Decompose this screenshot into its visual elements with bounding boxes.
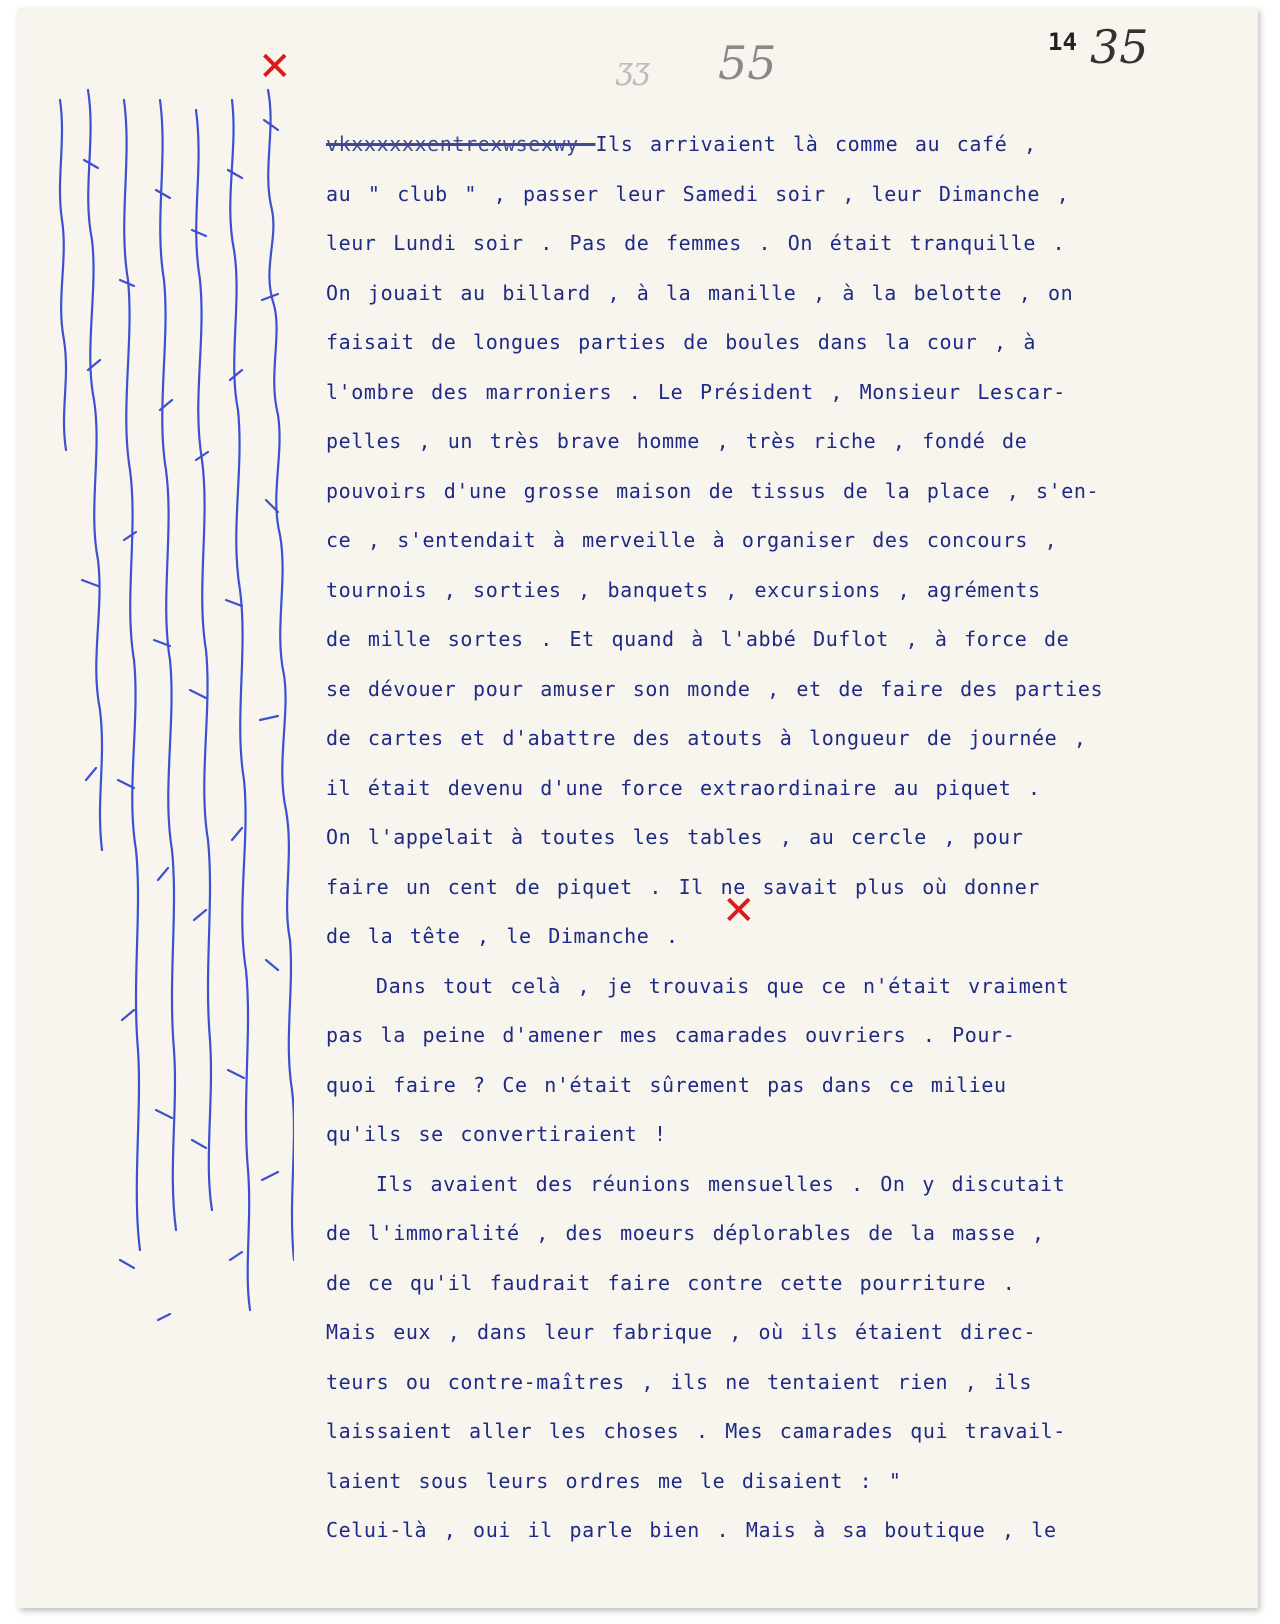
typed-line-16: faire un cent de piquet . Il ne savait plus où donner — [326, 874, 1040, 899]
faint-pencil-number: ʒʒ — [616, 52, 650, 87]
typed-line-29: Celui-là , oui il parle bien . Mais à sa boutique , le — [326, 1518, 1057, 1542]
handwriting-scribble — [46, 80, 294, 1500]
typed-line-26: teurs ou contre-maîtres , ils ne tentaient rien , ils — [326, 1369, 1032, 1394]
typed-line-7: pelles , un très brave homme , très riche , fondé de — [326, 429, 1028, 453]
typed-line-20: quoi faire ? Ce n'était sûrement pas dans ce milieu — [326, 1072, 1007, 1097]
typed-line-14: il était devenu d'une force extraordinaire au piquet . — [326, 775, 1041, 800]
typed-line-13: de cartes et d'abattre des atouts à longueur de journée , — [326, 726, 1087, 750]
typed-line-18: Dans tout celà , je trouvais que ce n'était vraiment — [326, 973, 1070, 998]
typed-line-28: laient sous leurs ordres me le disaient : " — [326, 1468, 902, 1493]
red-insertion-mark-icon: ✕ — [258, 44, 292, 90]
typed-line-2: au " club " , passer leur Samedi soir , leur Dimanche , — [326, 181, 1070, 206]
red-insertion-mark-icon: ✕ — [722, 888, 756, 934]
typed-line-17: de la tête , le Dimanche . — [326, 924, 679, 948]
typed-line-25: Mais eux , dans leur fabrique , où ils étaient direc- — [326, 1320, 1036, 1344]
typed-line-11: de mille sortes . Et quand à l'abbé Duflot , à force de — [326, 627, 1070, 651]
typed-text-block — [326, 132, 1206, 1568]
typed-line-19: pas la peine d'amener mes camarades ouvriers . Pour- — [326, 1023, 1016, 1047]
typed-line-24: de ce qu'il faudrait faire contre cette pourriture . — [326, 1270, 1016, 1295]
handwritten-margin-note — [46, 80, 294, 1500]
typed-line-1: vkxxxxxxentrexwsexwy Ils arrivaient là comme au café , — [326, 132, 1037, 156]
typed-line-27: laissaient aller les choses . Mes camarades qui travail- — [326, 1419, 1066, 1443]
typed-line-23: de l'immoralité , des moeurs déplorables de la masse , — [326, 1221, 1045, 1245]
typed-line-21: qu'ils se convertiraient ! — [326, 1122, 667, 1146]
typed-line-15: On l'appelait à toutes les tables , au cercle , pour — [326, 825, 1024, 849]
typed-line-12: se dévouer pour amuser son monde , et de faire des parties — [326, 676, 1104, 701]
typed-line-22: Ils avaient des réunions mensuelles . On y discutait — [326, 1171, 1066, 1196]
typed-line-6: l'ombre des marroniers . Le Président , Monsieur Lescar- — [326, 379, 1066, 404]
typed-line-5: faisait de longues parties de boules dans la cour , à — [326, 330, 1036, 354]
typed-page-number: 14 — [1048, 28, 1077, 56]
typed-line-9: ce , s'entendait à merveille à organiser des concours , — [326, 528, 1058, 552]
typed-line-10: tournois , sorties , banquets , excursions , agréments — [326, 577, 1041, 602]
handwritten-page-number: 35 — [1090, 20, 1149, 74]
typed-line-3: leur Lundi soir . Pas de femmes . On était tranquille . — [326, 231, 1066, 255]
struck-out-text: vkxxxxxxentrexwsexwy — [326, 132, 596, 156]
typed-line-4: On jouait au billard , à la manille , à la belotte , on — [326, 280, 1074, 305]
pencil-page-number: 55 — [718, 36, 777, 90]
typed-line-8: pouvoirs d'une grosse maison de tissus de la place , s'en- — [326, 478, 1100, 503]
